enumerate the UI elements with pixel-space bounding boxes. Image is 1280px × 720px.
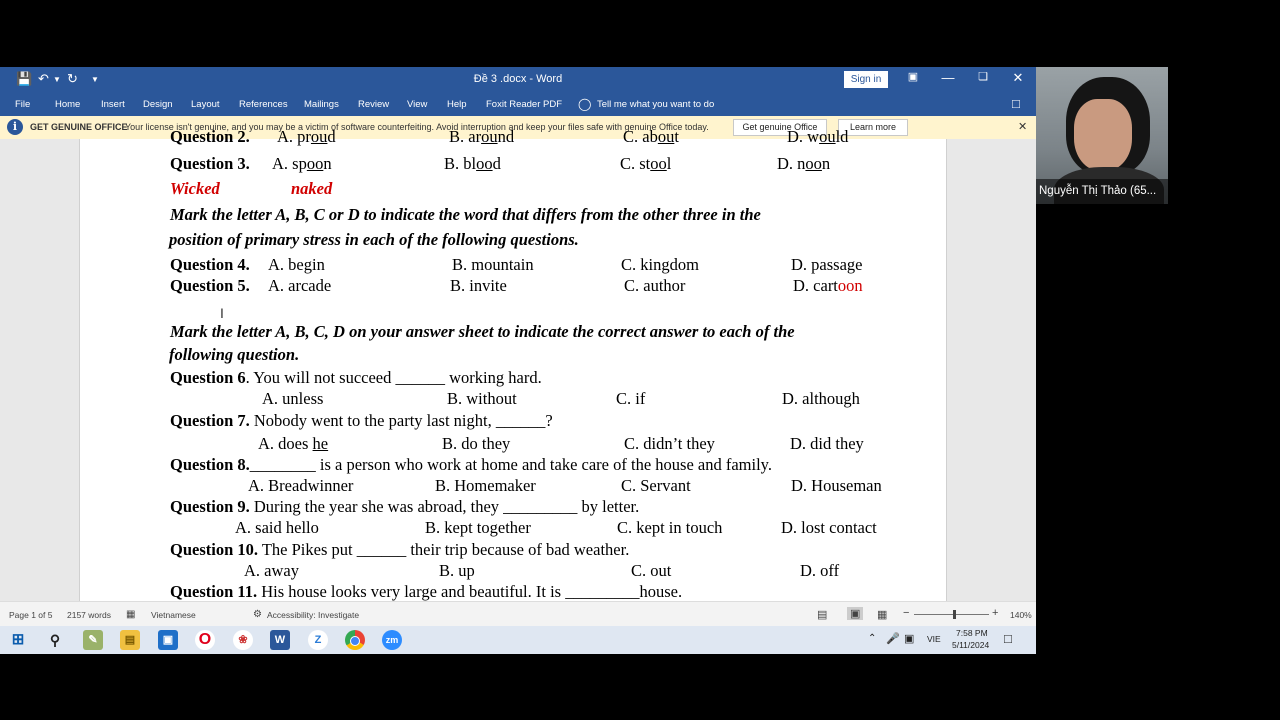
instruction-stress-line-2: position of primary stress in each of the following questions. — [169, 230, 579, 249]
zoom-slider[interactable] — [914, 614, 989, 615]
search-icon[interactable]: ⚲ — [49, 632, 61, 648]
windows-taskbar — [0, 626, 1036, 654]
notifications-icon[interactable]: □ — [1004, 631, 1012, 646]
clock-time[interactable]: 7:58 PM — [956, 628, 988, 638]
tab-review[interactable]: Review — [358, 99, 390, 110]
message-title: GET GENUINE OFFICE — [30, 122, 128, 132]
word-icon[interactable]: W — [270, 630, 290, 650]
close-icon[interactable]: ✕ — [1012, 70, 1024, 85]
app-icon[interactable]: ✎ — [83, 630, 103, 650]
customize-toolbar-icon[interactable]: ▼ — [91, 75, 99, 84]
minimize-icon[interactable]: — — [941, 70, 955, 85]
document-page[interactable]: Question 2. A. proud B. around C. about D. would Question 3. A. spoon B. blood C. stool D. noon Wicked naked Mark the letter A, B, C or D to indicate the word that differs from the other three in the position of primary stress in each of the following questions. Question 4. A. begin B. mountain C. kingdom D. passage Question 5. A. arcade B. invite C. author D. cartoon I Mark the letter A, B, C, D on your answer sheet to indicate the correct answer to each of the following question. Question 6. You will not succeed ______ working hard. A. unless B. without C. if D. although Question 7. Nobody went to the party last night, ______? A. does he B. do they C. didn’t they D. did they Question 8.________ is a person who work at home and take care of the house and family. A. Breadwinner B. Homemaker C. Servant D. Houseman Question 9. During the year she was abroad, they _________ by letter. A. said hello B. kept together C. kept in touch D. lost contact Question 10. The Pikes put ______ their trip because of bad weather. A. away B. up C. out D. off Question 11. His house looks very large and beautiful. It is _________house. — [79, 139, 947, 601]
lightbulb-icon: ◯ — [578, 97, 592, 111]
close-message-icon[interactable]: ✕ — [1018, 121, 1028, 133]
zoom-slider-thumb[interactable] — [953, 610, 956, 619]
tab-layout[interactable]: Layout — [191, 99, 220, 110]
question-11: Question 11. His house looks very large and beautiful. It is _________house. — [170, 582, 683, 601]
zalo-icon[interactable]: Z — [308, 630, 328, 650]
file-explorer-icon[interactable]: ▤ — [120, 630, 140, 650]
microphone-icon[interactable]: 🎤 — [886, 633, 900, 645]
tab-home[interactable]: Home — [55, 99, 81, 110]
zoom-app-icon[interactable]: zm — [382, 630, 402, 650]
input-language[interactable]: VIE — [927, 634, 941, 644]
network-icon[interactable]: ▣ — [904, 633, 915, 645]
title-bar — [0, 67, 1036, 92]
question-6: Question 6. You will not succeed ______ working hard. — [170, 368, 542, 387]
zoom-out-icon[interactable]: − — [903, 607, 910, 619]
clock-date[interactable]: 5/11/2024 — [952, 640, 990, 650]
question-9: Question 9. During the year she was abroad, they _________ by letter. — [170, 497, 640, 516]
redo-icon[interactable]: ↻ — [67, 71, 78, 86]
participant-face — [1074, 99, 1132, 171]
status-bar — [0, 601, 1036, 627]
message-text: Your license isn't genuine, and you may be a victim of software counterfeiting. Avoid interruption and keep your files safe with genuine Office today. — [125, 122, 709, 132]
instruction-answer-line-2: following question. — [169, 345, 300, 364]
document-title: Đề 3 .docx - Word — [473, 73, 563, 85]
participant-name: Nguyễn Thị Thảo (65... — [1036, 179, 1168, 204]
page-count[interactable]: Page 1 of 5 — [9, 610, 53, 620]
tab-foxit-reader-pdf[interactable]: Foxit Reader PDF — [486, 99, 563, 110]
undo-icon[interactable]: ↶ — [38, 71, 49, 86]
print-layout-icon[interactable]: ▣ — [847, 607, 863, 620]
ribbon-tabs — [0, 92, 1036, 116]
restore-icon[interactable]: ❏ — [978, 71, 988, 83]
web-layout-icon[interactable]: ▦ — [877, 609, 888, 621]
accessibility-status[interactable]: Accessibility: Investigate — [267, 610, 360, 620]
tab-help[interactable]: Help — [447, 99, 467, 110]
comments-icon[interactable]: □ — [1012, 96, 1020, 111]
tell-me-search[interactable]: Tell me what you want to do — [597, 99, 715, 110]
tab-references[interactable]: References — [239, 99, 288, 110]
ribbon-display-options-icon[interactable]: ▣ — [907, 71, 919, 83]
text-cursor-icon: I — [220, 305, 224, 321]
proofing-icon[interactable]: ▦ — [126, 609, 136, 620]
paint-app-icon[interactable]: ❀ — [233, 630, 253, 650]
tab-design[interactable]: Design — [143, 99, 173, 110]
question-7: Question 7. Nobody went to the party last night, ______? — [170, 411, 553, 430]
question-10: Question 10. The Pikes put ______ their trip because of bad weather. — [170, 540, 630, 559]
question-8: Question 8.________ is a person who work at home and take care of the house and family. — [170, 455, 772, 474]
get-genuine-office-button[interactable]: Get genuine Office — [733, 119, 827, 136]
word-count[interactable]: 2157 words — [67, 610, 111, 620]
chrome-icon[interactable] — [345, 630, 365, 650]
save-icon[interactable]: 💾 — [16, 71, 33, 86]
opera-icon[interactable]: O — [195, 630, 215, 650]
instruction-answer-line-1: Mark the letter A, B, C, D on your answer sheet to indicate the correct answer to each of the — [170, 322, 795, 341]
sign-in-button[interactable]: Sign in — [844, 71, 888, 88]
instruction-stress-line-1: Mark the letter A, B, C or D to indicate the word that differs from the other three in the — [170, 205, 761, 224]
participant-video-tile[interactable] — [1036, 67, 1168, 204]
learn-more-button[interactable]: Learn more — [838, 119, 908, 136]
license-message-bar — [0, 116, 1036, 140]
info-icon: i — [7, 119, 23, 135]
store-icon[interactable]: ▣ — [158, 630, 178, 650]
tab-mailings[interactable]: Mailings — [304, 99, 339, 110]
read-mode-icon[interactable]: ▤ — [817, 609, 828, 621]
undo-dropdown-icon[interactable]: ▼ — [53, 75, 61, 84]
accessibility-icon: ⚙ — [253, 609, 262, 620]
zoom-in-icon[interactable]: + — [992, 607, 999, 619]
tab-insert[interactable]: Insert — [101, 99, 125, 110]
show-hidden-icons-icon[interactable]: ⌃ — [868, 633, 877, 644]
zoom-level[interactable]: 140% — [1010, 610, 1032, 620]
start-windows-icon[interactable]: ⊞ — [11, 631, 25, 648]
language-indicator[interactable]: Vietnamese — [151, 610, 196, 620]
tab-file[interactable]: File — [15, 99, 31, 110]
word-window — [0, 67, 1036, 654]
tab-view[interactable]: View — [407, 99, 428, 110]
